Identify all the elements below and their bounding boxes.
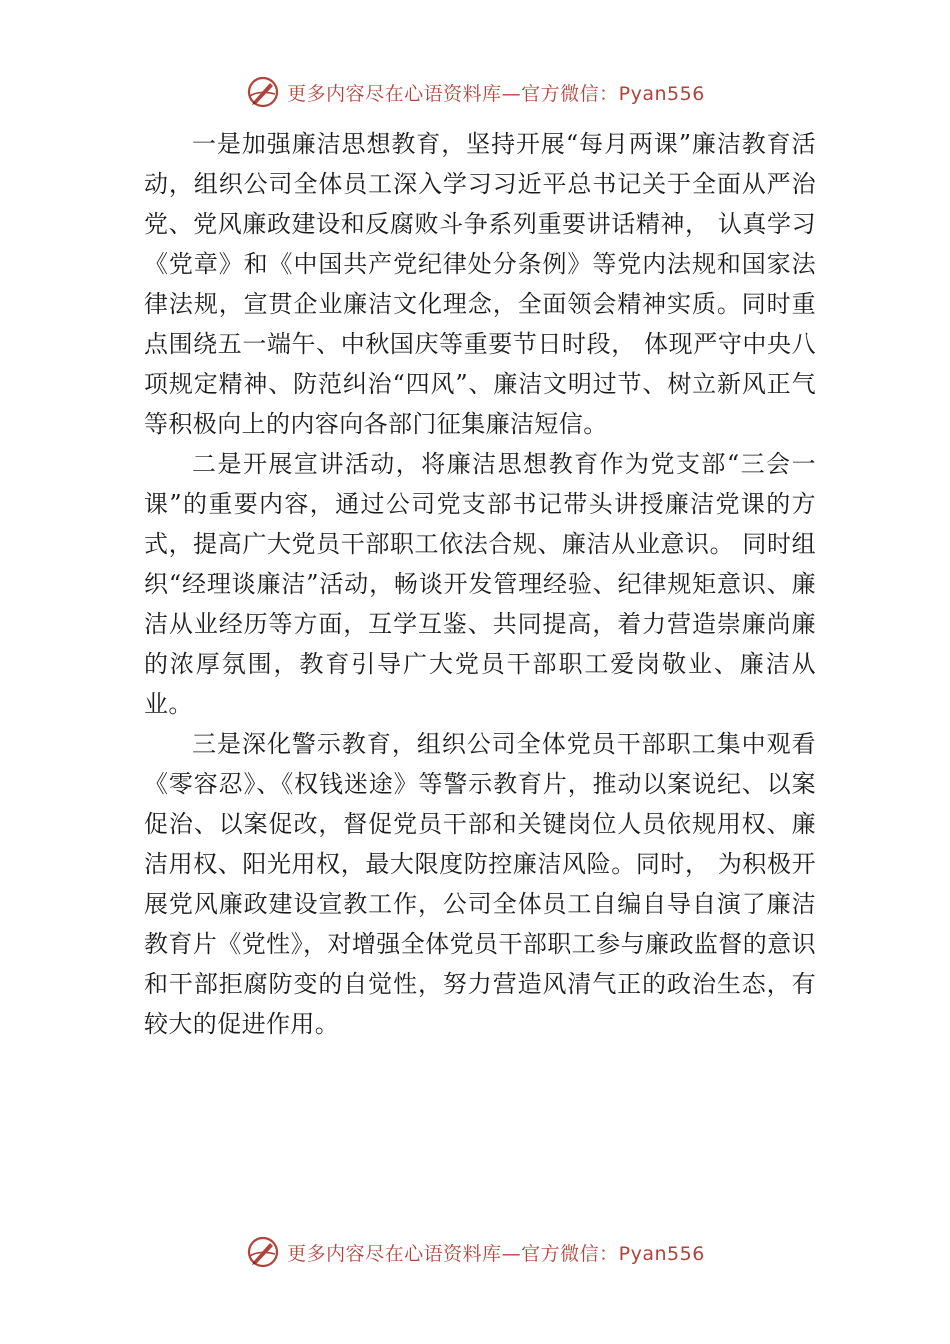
document-body <box>144 124 816 1044</box>
paragraph-3: 三是深化警示教育，组织公司全体党员干部职工集中观看《零容忍》、《权钱迷途》等警示教育片，推动以案说纪、以案促治、以案促改，督促党员干部和关键岗位人员依规用权、廉洁用权、阳光用权，最大限度防控廉洁风险。同时， 为积极开展党风廉政建设宣教工作，公司全体员工自编自导自演了廉洁教育片《党性》，对增强全体党员干部职工参与廉政监督的意识和干部拒腐防变的自觉性，努力营造风清气正的政治生态，有较大的促进作用。 <box>144 730 816 1038</box>
footer-watermark <box>0 1232 950 1272</box>
paragraph-1: 一是加强廉洁思想教育，坚持开展“每月两课”廉洁教育活动，组织公司全体员工深入学习习近平总书记关于全面从严治党、党风廉政建设和反腐败斗争系列重要讲话精神， 认真学习《党章》和《中国共产党纪律处分条例》等党内法规和国家法律法规，宣贯企业廉洁文化理念，全面领会精神实质。同时重点围绕五一端午、中秋国庆等重要节日时段， 体现严守中央八项规定精神、防范纠治“四风”、廉洁文明过节、树立新风正气等积极向上的内容向各部门征集廉洁短信。 <box>144 130 816 438</box>
paragraph-2: 二是开展宣讲活动，将廉洁思想教育作为党支部“三会一课”的重要内容，通过公司党支部书记带头讲授廉洁党课的方式，提高广大党员干部职工依法合规、廉洁从业意识。 同时组织“经理谈廉洁”活动，畅谈开发管理经验、纪律规矩意识、廉洁从业经历等方面，互学互鉴、共同提高，着力营造崇廉尚廉的浓厚氛围，教育引导广大党员干部职工爱岗敬业、廉洁从业。 <box>144 450 816 718</box>
pen-circle-logo-icon <box>245 74 281 110</box>
pen-circle-logo-icon <box>245 1234 281 1270</box>
watermark-text: 更多内容尽在心语资料库—官方微信：Pyan556 <box>287 82 705 105</box>
watermark-text: 更多内容尽在心语资料库—官方微信：Pyan556 <box>287 1242 705 1265</box>
header-watermark <box>0 72 950 112</box>
